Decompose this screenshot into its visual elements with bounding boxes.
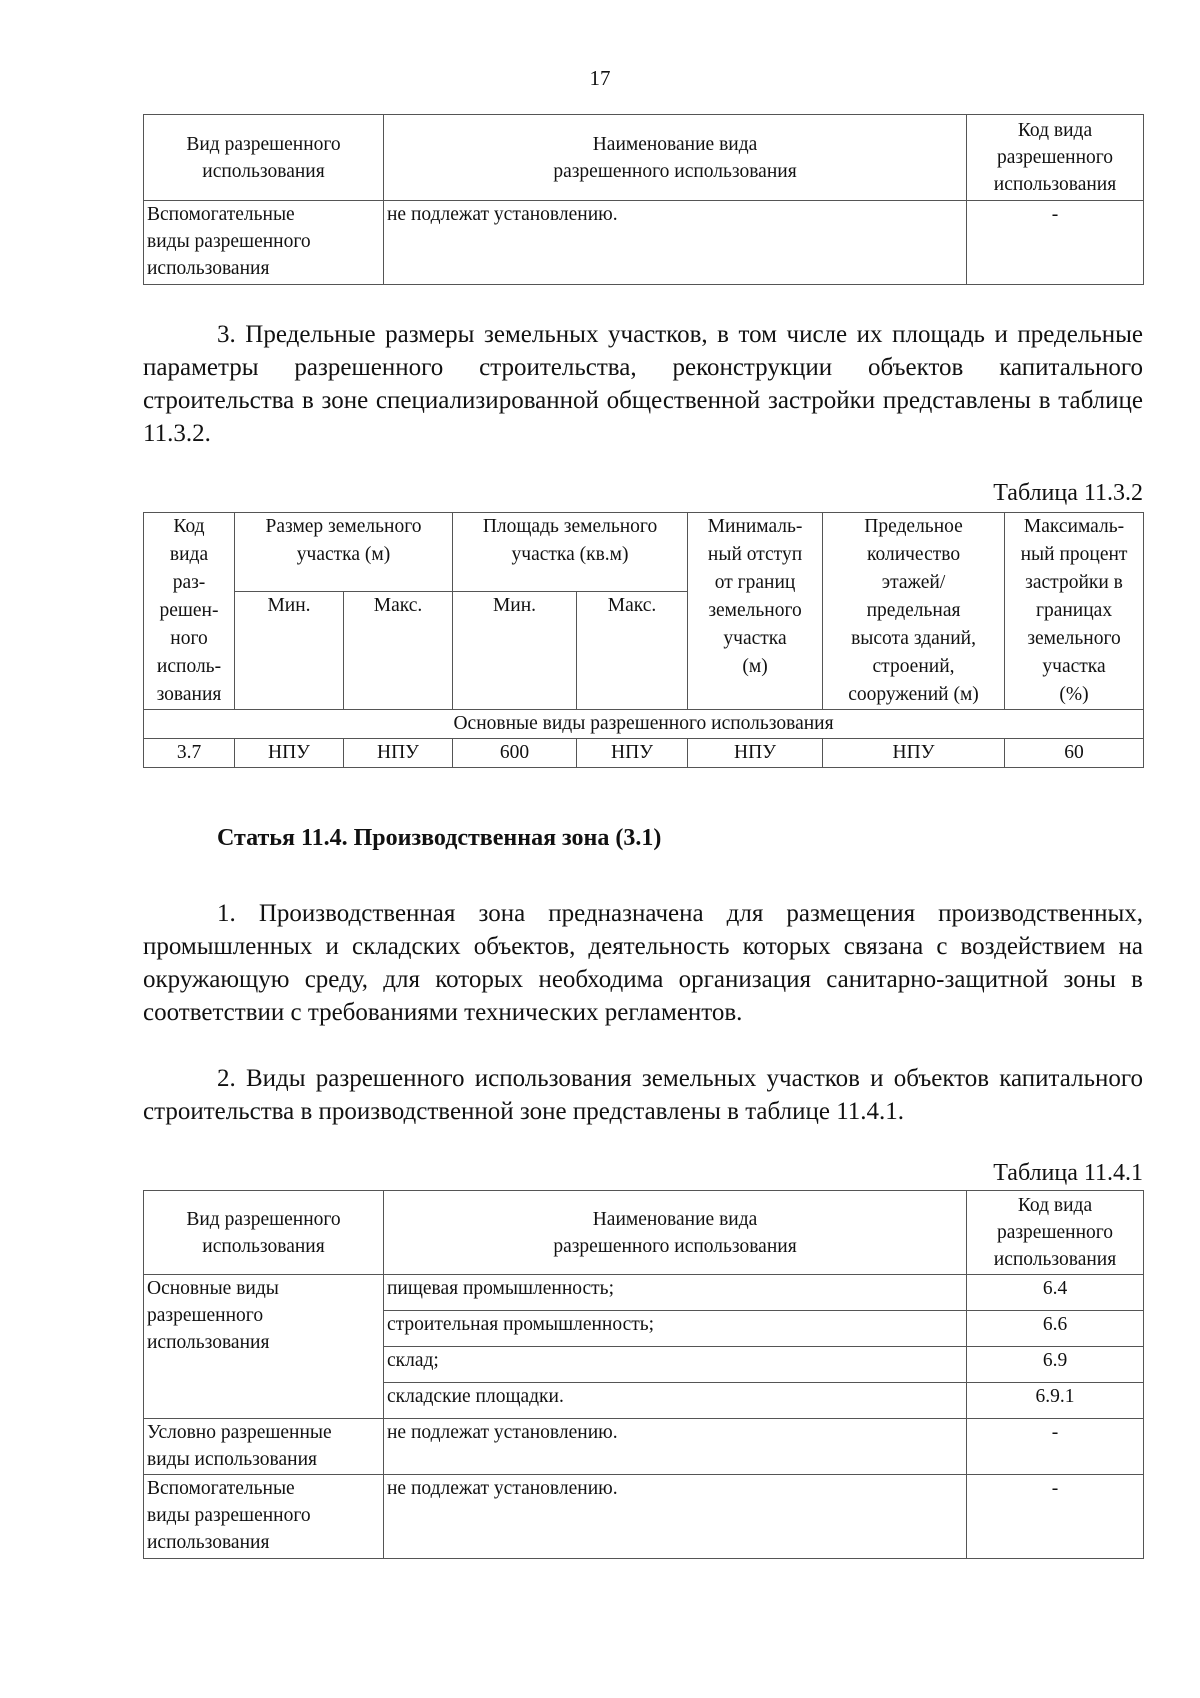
header-use-type: Вид разрешенного использования	[144, 1191, 384, 1275]
row-use-name: складские площадки.	[384, 1383, 967, 1419]
table-caption-11-4-1: Таблица 11.4.1	[993, 1160, 1143, 1186]
row-use-name: не подлежат установлению.	[384, 1419, 967, 1475]
row-group-conditional: Условно разрешенные виды использования	[144, 1419, 384, 1475]
article-heading: Статья 11.4. Производственная зона (3.1)	[217, 825, 662, 851]
cell-max-floors: НПУ	[823, 739, 1005, 768]
row-use-name: строительная промышленность;	[384, 1311, 967, 1347]
row-use-name: не подлежат установлению.	[384, 1475, 967, 1559]
header-size-min: Мин.	[235, 592, 344, 710]
header-plot-area: Площадь земельного участка (кв.м)	[453, 513, 688, 592]
paragraph-3: 3. Предельные размеры земельных участков, в том числе их площадь и предельные параметры разрешенного строительства, реконструкции объектов капитального строительства в зоне специализированной общественной застройки представлены в таблице 11.3.2.	[143, 321, 1143, 447]
row-group-auxiliary: Вспомогательные виды разрешенного использования	[144, 1475, 384, 1559]
paragraph-2: 2. Виды разрешенного использования земельных участков и объектов капитального строительства в производственной зоне представлены в таблице 11.4.1.	[143, 1065, 1143, 1125]
permitted-use-table-continued	[143, 114, 1144, 285]
cell-max-coverage: 60	[1005, 739, 1144, 768]
row-use-code: 6.6	[967, 1311, 1144, 1347]
limits-table-11-3-2	[143, 512, 1144, 768]
header-use-name: Наименование вида разрешенного использования	[384, 1191, 967, 1275]
permitted-use-table-11-4-1	[143, 1190, 1144, 1559]
section-label-main-uses: Основные виды разрешенного использования	[144, 710, 1144, 739]
row-use-code: -	[967, 1419, 1144, 1475]
cell-size-max: НПУ	[344, 739, 453, 768]
header-code: Код вида раз- решен- ного исполь- зования	[144, 513, 235, 710]
row-group-auxiliary: Вспомогательные виды разрешенного использования	[144, 201, 384, 285]
cell-code: 3.7	[144, 739, 235, 768]
cell-size-min: НПУ	[235, 739, 344, 768]
row-use-code: 6.9.1	[967, 1383, 1144, 1419]
header-area-min: Мин.	[453, 592, 577, 710]
row-use-name: не подлежат установлению.	[384, 201, 967, 285]
cell-area-min: 600	[453, 739, 577, 768]
header-use-code: Код вида разрешенного использования	[967, 1191, 1144, 1275]
table-caption-11-3-2: Таблица 11.3.2	[993, 480, 1143, 506]
header-plot-size: Размер земельного участка (м)	[235, 513, 453, 592]
header-use-type: Вид разрешенного использования	[144, 115, 384, 201]
cell-min-setback: НПУ	[688, 739, 823, 768]
header-max-floors: Предельное количество этажей/ предельная высота зданий, строений, сооружений (м)	[823, 513, 1005, 710]
header-use-code: Код вида разрешенного использования	[967, 115, 1144, 201]
paragraph-1: 1. Производственная зона предназначена для размещения производственных, промышленных и складских объектов, деятельность которых связана с воздействием на окружающую среду, для которых необходима организация санитарно-защитной зоны в соответствии с требованиями технических регламентов.	[143, 900, 1143, 1026]
header-use-name: Наименование вида разрешенного использования	[384, 115, 967, 201]
row-group-main: Основные виды разрешенного использования	[144, 1275, 384, 1419]
header-max-coverage: Максималь- ный процент застройки в границах земельного участка (%)	[1005, 513, 1144, 710]
row-use-code: 6.9	[967, 1347, 1144, 1383]
row-use-name: пищевая промышленность;	[384, 1275, 967, 1311]
header-min-setback: Минималь- ный отступ от границ земельного участка (м)	[688, 513, 823, 710]
row-use-code: -	[967, 201, 1144, 285]
header-area-max: Макс.	[577, 592, 688, 710]
row-use-code: -	[967, 1475, 1144, 1559]
header-size-max: Макс.	[344, 592, 453, 710]
row-use-code: 6.4	[967, 1275, 1144, 1311]
page-number: 17	[589, 66, 611, 90]
cell-area-max: НПУ	[577, 739, 688, 768]
row-use-name: склад;	[384, 1347, 967, 1383]
